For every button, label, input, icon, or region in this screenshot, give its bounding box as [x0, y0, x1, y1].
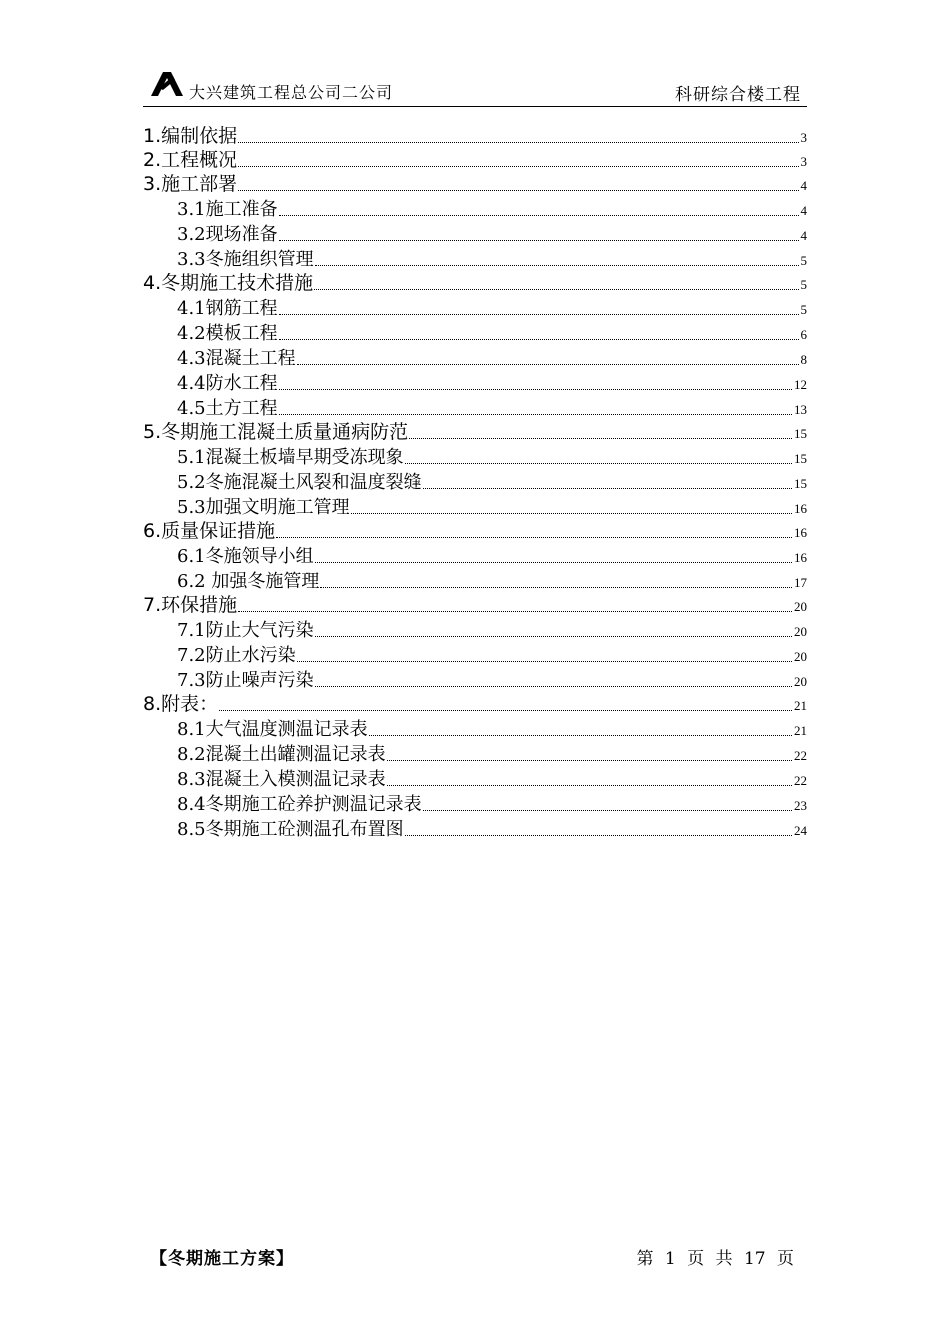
toc-leader-dots: [351, 512, 792, 514]
toc-leader-dots: [423, 809, 792, 811]
toc-entry-label: 7.环保措施: [143, 594, 238, 616]
toc-entry-label: 8.4冬期施工砼养护测温记录表: [177, 794, 422, 815]
toc-leader-dots: [238, 189, 798, 191]
toc-entry[interactable]: [143, 816, 807, 841]
toc-entry-label: 5.2冬施混凝土风裂和温度裂缝: [177, 472, 422, 493]
toc-entry-page: 15: [794, 451, 807, 466]
toc-entry-page: 4: [800, 203, 807, 218]
toc-leader-dots: [315, 264, 799, 266]
toc-entry-page: 8: [800, 352, 807, 367]
toc-leader-dots: [279, 313, 799, 315]
toc-leader-dots: [238, 141, 798, 143]
project-name: 科研综合楼工程: [675, 85, 801, 105]
toc-leader-dots: [238, 165, 798, 167]
toc-leader-dots: [314, 288, 798, 290]
toc-entry[interactable]: [143, 148, 807, 172]
toc-entry-label: 5.1混凝土板墙早期受冻现象: [177, 447, 404, 468]
toc-entry-page: 4: [800, 178, 807, 193]
toc-entry[interactable]: [143, 716, 807, 741]
toc-entry-page: 5: [800, 253, 807, 268]
toc-leader-dots: [369, 734, 792, 736]
toc-entry-label: 3.2现场准备: [177, 224, 278, 245]
toc-entry-label: 7.2防止水污染: [177, 645, 296, 666]
toc-entry-page: 5: [800, 277, 807, 292]
toc-entry[interactable]: [143, 124, 807, 148]
toc-entry[interactable]: [143, 617, 807, 642]
toc-entry-label: 8.3混凝土入模测温记录表: [177, 769, 386, 790]
toc-entry[interactable]: [143, 444, 807, 469]
toc-leader-dots: [297, 660, 792, 662]
toc-leader-dots: [387, 759, 792, 761]
toc-entry[interactable]: [143, 568, 807, 593]
toc-entry-page: 24: [794, 823, 807, 838]
toc-leader-dots: [315, 561, 792, 563]
toc-entry-label: 4.2模板工程: [177, 323, 278, 344]
toc-entry-page: 12: [794, 377, 807, 392]
toc-entry-label: 6.1冬施领导小组: [177, 546, 314, 567]
toc-entry[interactable]: [143, 791, 807, 816]
toc-entry-label: 3.3冬施组织管理: [177, 249, 314, 270]
toc-entry[interactable]: [143, 295, 807, 320]
toc-leader-dots: [320, 586, 792, 588]
toc-entry-page: 16: [794, 550, 807, 565]
toc-leader-dots: [276, 536, 792, 538]
toc-leader-dots: [405, 462, 792, 464]
toc-entry[interactable]: [143, 642, 807, 667]
toc-entry-label: 5.冬期施工混凝土质量通病防范: [143, 421, 409, 443]
toc-leader-dots: [279, 413, 792, 415]
toc-entry-label: 4.1钢筋工程: [177, 298, 278, 319]
toc-entry[interactable]: [143, 271, 807, 295]
toc-entry-page: 20: [794, 649, 807, 664]
toc-entry-page: 15: [794, 426, 807, 441]
page-header: [143, 62, 807, 107]
toc-leader-dots: [219, 709, 792, 711]
toc-leader-dots: [279, 214, 799, 216]
toc-entry-label: 5.3加强文明施工管理: [177, 497, 350, 518]
toc-leader-dots: [409, 437, 792, 439]
toc-leader-dots: [315, 685, 792, 687]
toc-entry-label: 3.1施工准备: [177, 199, 278, 220]
toc-leader-dots: [387, 784, 792, 786]
toc-entry-page: 17: [794, 575, 807, 590]
toc-entry-page: 3: [800, 130, 807, 145]
toc-leader-dots: [405, 834, 792, 836]
toc-entry-label: 4.冬期施工技术措施: [143, 272, 314, 294]
toc-entry[interactable]: [143, 196, 807, 221]
toc-entry-page: 5: [800, 302, 807, 317]
toc-entry-page: 20: [794, 599, 807, 614]
toc-entry-label: 4.3混凝土工程: [177, 348, 296, 369]
toc-entry-page: 22: [794, 748, 807, 763]
toc-entry-label: 8.2混凝土出罐测温记录表: [177, 744, 386, 765]
toc-entry[interactable]: [143, 172, 807, 196]
toc-entry-label: 1.编制依据: [143, 125, 238, 147]
toc-entry[interactable]: [143, 766, 807, 791]
toc-entry-label: 6.2 加强冬施管理: [177, 571, 320, 592]
toc-leader-dots: [279, 239, 799, 241]
toc-entry[interactable]: [143, 420, 807, 444]
company-logo-icon: [149, 68, 185, 98]
toc-entry-page: 13: [794, 402, 807, 417]
toc-entry-label: 7.1防止大气污染: [177, 620, 314, 641]
toc-entry[interactable]: [143, 370, 807, 395]
toc-entry[interactable]: [143, 345, 807, 370]
toc-entry-label: 4.4防水工程: [177, 373, 278, 394]
toc-entry-page: 15: [794, 476, 807, 491]
toc-entry-page: 21: [794, 723, 807, 738]
toc-entry-label: 7.3防止噪声污染: [177, 670, 314, 691]
toc-entry-page: 23: [794, 798, 807, 813]
toc-entry-page: 16: [794, 501, 807, 516]
toc-entry[interactable]: [143, 593, 807, 617]
toc-leader-dots: [297, 363, 799, 365]
toc-entry[interactable]: [143, 320, 807, 345]
toc-entry[interactable]: [143, 221, 807, 246]
toc-leader-dots: [279, 388, 792, 390]
toc-entry[interactable]: [143, 692, 807, 716]
toc-entry-label: 4.5土方工程: [177, 398, 278, 419]
toc-entry-page: 21: [794, 698, 807, 713]
toc-entry-label: 8.附表：: [143, 693, 219, 715]
toc-entry-page: 3: [800, 154, 807, 169]
toc-leader-dots: [423, 487, 792, 489]
toc-entry[interactable]: [143, 741, 807, 766]
company-name: 大兴建筑工程总公司二公司: [189, 83, 394, 102]
toc-entry[interactable]: [143, 469, 807, 494]
table-of-contents: [143, 124, 807, 841]
toc-leader-dots: [279, 338, 799, 340]
toc-entry-label: 3.施工部署: [143, 173, 238, 195]
page-number: 第 1 页 共 17 页: [636, 1249, 794, 1269]
toc-entry-page: 20: [794, 624, 807, 639]
toc-entry-page: 4: [800, 228, 807, 243]
toc-entry-label: 8.1大气温度测温记录表: [177, 719, 368, 740]
toc-entry-label: 2.工程概况: [143, 149, 238, 171]
toc-entry-label: 6.质量保证措施: [143, 520, 276, 542]
toc-entry-page: 16: [794, 525, 807, 540]
toc-entry[interactable]: [143, 543, 807, 568]
toc-entry-page: 20: [794, 674, 807, 689]
toc-entry-label: 8.5冬期施工砼测温孔布置图: [177, 819, 404, 840]
toc-entry[interactable]: [143, 519, 807, 543]
document-title: 【冬期施工方案】: [150, 1249, 294, 1269]
toc-leader-dots: [238, 610, 792, 612]
toc-leader-dots: [315, 635, 792, 637]
toc-entry-page: 22: [794, 773, 807, 788]
toc-entry[interactable]: [143, 667, 807, 692]
toc-entry-page: 6: [800, 327, 807, 342]
